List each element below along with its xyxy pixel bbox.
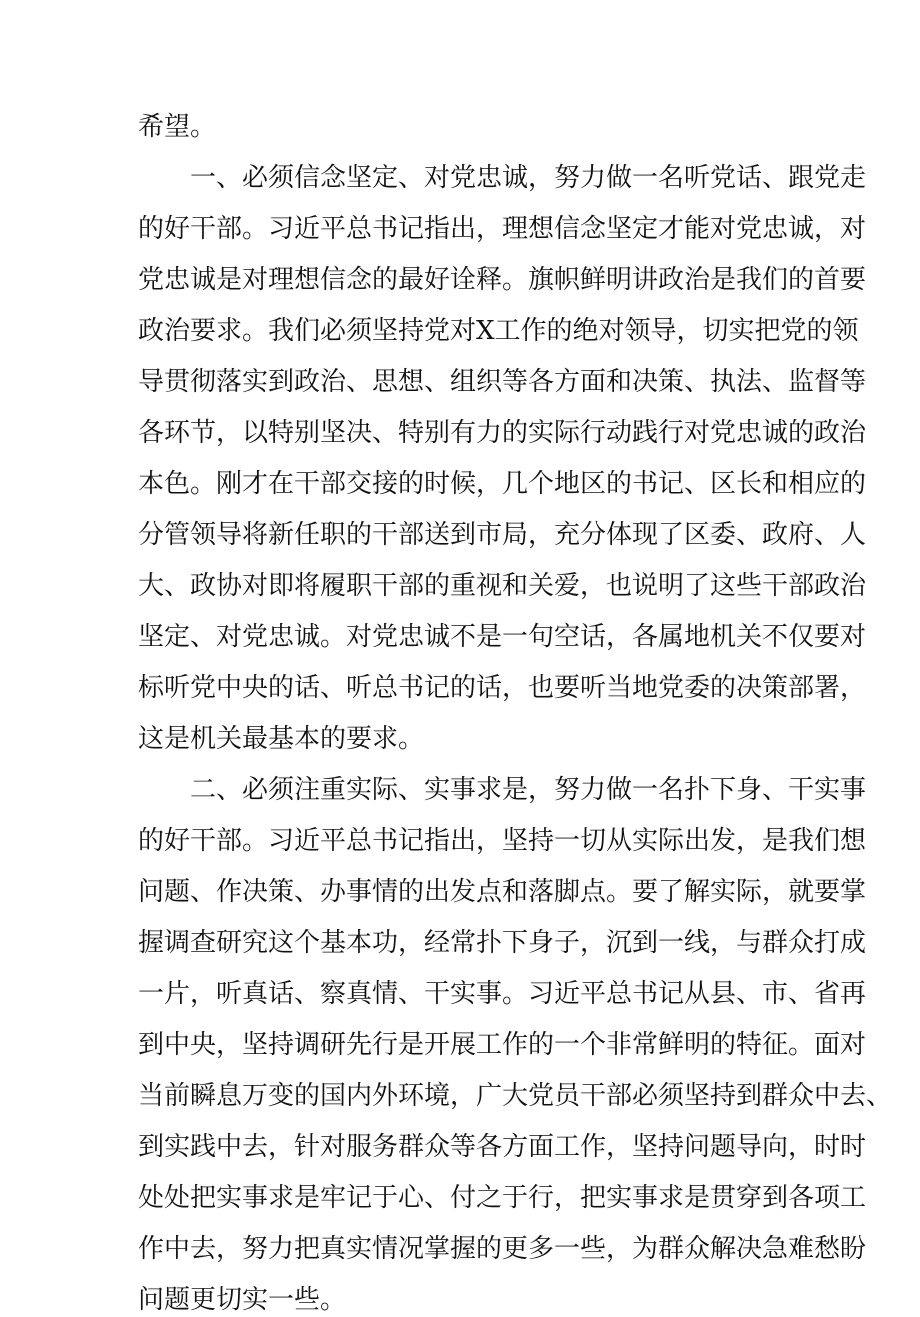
- text-line-8: 本色。刚才在干部交接的时候，几个地区的书记、区长和相应的: [138, 469, 867, 499]
- text-line-13: 这是机关最基本的要求。: [138, 724, 425, 754]
- text-line-7: 各环节，以特别坚决、特别有力的实际行动践行对党忠诚的政治: [138, 418, 867, 448]
- text-line-9: 分管领导将新任职的干部送到市局，充分体现了区委、政府、人: [138, 520, 867, 550]
- text-line-6: 导贯彻落实到政治、思想、组织等各方面和决策、执法、监督等: [138, 367, 867, 397]
- text-line-17: 握调查研究这个基本功，经常扑下身子，沉到一线，与群众打成: [138, 928, 867, 958]
- text-line-3: 的好干部。习近平总书记指出，理想信念坚定才能对党忠诚，对: [138, 214, 867, 244]
- text-line-12: 标听党中央的话、听总书记的话，也要听当地党委的决策部署，: [138, 673, 867, 703]
- text-line-21: 到实践中去，针对服务群众等各方面工作，坚持问题导向，时时: [138, 1132, 867, 1162]
- text-line-15: 的好干部。习近平总书记指出，坚持一切从实际出发，是我们想: [138, 826, 867, 856]
- text-line-1: 希望。: [138, 112, 217, 142]
- text-line-14: 二、必须注重实际、实事求是，努力做一名扑下身、干实事: [190, 775, 867, 805]
- text-line-4: 党忠诚是对理想信念的最好诠释。旗帜鲜明讲政治是我们的首要: [138, 265, 867, 295]
- text-line-2: 一、必须信念坚定、对党忠诚，努力做一名听党话、跟党走: [190, 163, 867, 193]
- text-line-10: 大、政协对即将履职干部的重视和关爱，也说明了这些干部政治: [138, 571, 867, 601]
- text-line-24: 问题更切实一些。: [138, 1285, 347, 1315]
- text-line-5: 政治要求。我们必须坚持党对X工作的绝对领导，切实把党的领: [138, 316, 859, 346]
- text-line-16: 问题、作决策、办事情的出发点和落脚点。要了解实际，就要掌: [138, 877, 867, 907]
- text-line-11: 坚定、对党忠诚。对党忠诚不是一句空话，各属地机关不仅要对: [138, 622, 867, 652]
- text-line-22: 处处把实事求是牢记于心、付之于行，把实事求是贯穿到各项工: [138, 1183, 867, 1213]
- text-line-20: 当前瞬息万变的国内外环境，广大党员干部必须坚持到群众中去、: [138, 1081, 893, 1111]
- text-line-23: 作中去，努力把真实情况掌握的更多一些，为群众解决急难愁盼: [138, 1234, 867, 1264]
- text-line-19: 到中央，坚持调研先行是开展工作的一个非常鲜明的特征。面对: [138, 1030, 867, 1060]
- text-line-18: 一片，听真话、察真情、干实事。习近平总书记从县、市、省再: [138, 979, 867, 1009]
